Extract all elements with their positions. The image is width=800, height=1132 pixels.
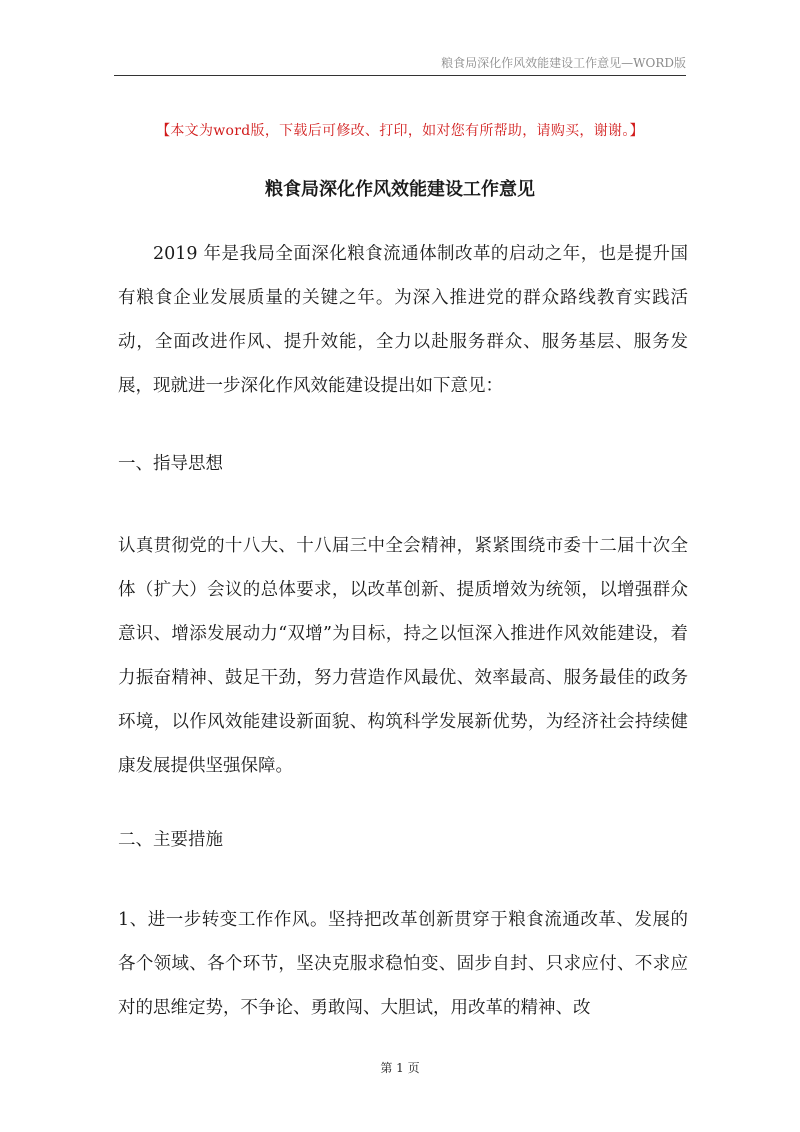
- section1-heading: 一、指导思想: [118, 454, 223, 474]
- download-notice: 【本文为word版，下载后可修改、打印，如对您有所帮助，请购买，谢谢。】: [156, 123, 644, 139]
- document-title: 粮食局深化作风效能建设工作意见: [265, 179, 535, 200]
- section1-paragraph: 认真贯彻党的十八大、十八届三中全会精神，紧紧围绕市委十二届十次全体（扩大）会议的总体要求，以改革创新、提质增效为统领，以增强群众意识、增添发展动力“双增”为目标，持之以恒深入推进作风效能建设，着力振奋精神、鼓足干劲，努力营造作风最优、效率最高、服务最佳的政务环境，以作风效能建设新面貌、构筑科学发展新优势，为经济社会持续健康发展提供坚强保障。: [118, 536, 688, 776]
- intro-paragraph: 2019 年是我局全面深化粮食流通体制改革的启动之年，也是提升国有粮食企业发展质量的关键之年。为深入推进党的群众路线教育实践活动，全面改进作风、提升效能，全力以赴服务群众、服务基层、服务发展，现就进一步深化作风效能建设提出如下意见：: [118, 244, 688, 396]
- header-rule: [114, 75, 686, 76]
- item1-paragraph: 1、进一步转变工作作风。坚持把改革创新贯穿于粮食流通改革、发展的各个领域、各个环节，坚决克服求稳怕变、固步自封、只求应付、不求应对的思维定势，不争论、勇敢闯、大胆试，用改革的精神、改: [118, 910, 688, 1018]
- page-number: 第 1 页: [380, 1061, 420, 1075]
- running-header: 粮食局深化作风效能建设工作意见—WORD版: [441, 56, 686, 70]
- section2-heading: 二、主要措施: [118, 830, 223, 850]
